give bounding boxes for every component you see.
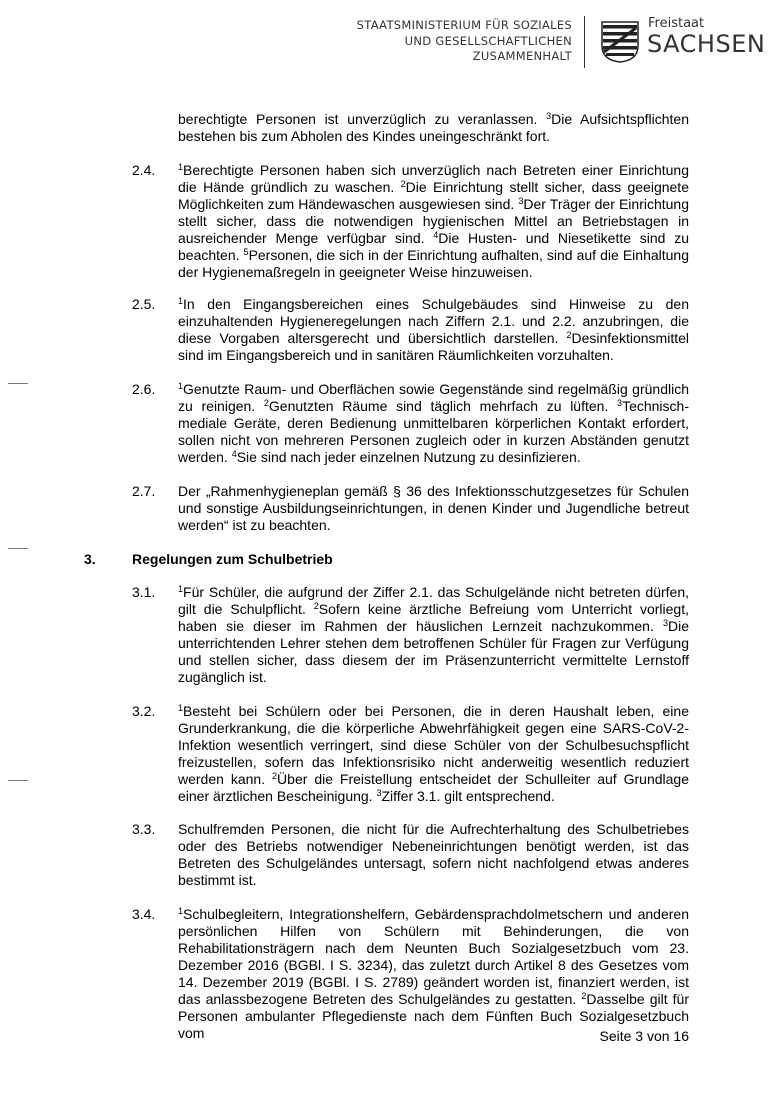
state-label-small: Freistaat bbox=[648, 16, 705, 31]
sentence-number: 4 bbox=[231, 449, 237, 459]
sentence-text: Berechtigte Personen haben sich unverzüglich nach Betreten einer Einrichtung die Hände gründlich zu waschen. bbox=[178, 162, 689, 195]
sentence-number: 2 bbox=[400, 179, 406, 189]
paragraph-2-4 bbox=[178, 162, 689, 281]
paragraph-number: 3.1. bbox=[132, 584, 156, 600]
sentence-text: Die Aufsichtspflichten bestehen bis zum Abholen des Kindes uneingeschränkt fort. bbox=[178, 111, 689, 144]
sentence-text: Personen, die sich in der Einrichtung aufhalten, sind auf die Einhaltung der Hygienemaßregeln in geeigneter Weise hinzuweisen. bbox=[178, 247, 689, 280]
sentence-number: 2 bbox=[313, 601, 319, 611]
sentence-text: Dasselbe gilt für Personen ambulanter Pflegedienste nach dem Fünften Buch Sozialgesetzbuch vom bbox=[178, 991, 689, 1041]
sentence-number: 2 bbox=[581, 991, 587, 1001]
sentence-number: 3 bbox=[376, 788, 382, 798]
section-title: Regelungen zum Schulbetrieb bbox=[132, 551, 333, 567]
sentence-text: Die unterrichtenden Lehrer stehen dem betroffenen Schüler für Fragen zur Verfügung und stellen sicher, dass diesem der im Präsenzunterricht vermittelte Lernstoff zugänglich ist. bbox=[178, 618, 689, 685]
sentence-text: Die Husten- und Niesetikette sind zu beachten. bbox=[178, 230, 690, 263]
sentence-text: Besteht bei Schülern oder bei Personen, die in deren Haushalt leben, eine Grunderkrankung, die die körperliche Abwehrfähigkeit gegen eine SARS-CoV-2-Infektion wesentlich verringert, sind diese Schüler von der Schulbesuchspflicht freizustellen, sofern das Infektionsrisiko nicht anderweitig wesentlich reduziert werden kann. bbox=[178, 703, 689, 787]
sentence-number: 3 bbox=[546, 111, 552, 121]
sentence-number: 2 bbox=[272, 771, 278, 781]
sentence-text: In den Eingangsbereichen eines Schulgebäudes sind Hinweise zu den einzuhaltenden Hygieneregelungen nach Ziffern 2.1. und 2.2. anzubringen, die diese Vorgaben altersgerecht und übersichtlich darstellen. bbox=[178, 296, 689, 346]
paragraph-number: 2.4. bbox=[132, 162, 156, 178]
sentence-number: 1 bbox=[178, 703, 184, 713]
sentence-text: Ziffer 3.1. gilt entsprechend. bbox=[381, 788, 555, 804]
ministry-line-1: STAATSMINISTERIUM FÜR SOZIALES bbox=[356, 18, 572, 32]
sentence-number: 1 bbox=[178, 162, 184, 172]
saxony-crest-icon bbox=[600, 20, 640, 64]
paragraph-number: 2.6. bbox=[132, 381, 156, 397]
page-number: Seite 3 von 16 bbox=[599, 1028, 689, 1044]
sentence-number: 1 bbox=[178, 584, 184, 594]
sentence-number: 2 bbox=[566, 330, 572, 340]
sentence-text: Technisch-mediale Geräte, deren Bedienung unmittelbaren körperlichen Kontakt erfordert, sollen nicht von mehreren Personen zugleich oder in kurzen Abständen genutzt werden. bbox=[178, 398, 689, 465]
paragraph-2-6 bbox=[178, 381, 689, 466]
sentence-text: Schulfremden Personen, die nicht für die Aufrechterhaltung des Schulbetriebes oder des Betriebs notwendiger Nebeneinrichtungen benötigt werden, ist das Betreten des Schulgeländes untersagt, sofern nicht nachfolgend etwas anderes bestimmt ist. bbox=[178, 821, 689, 888]
paragraph-number: 3.4. bbox=[132, 906, 156, 922]
sentence-number: 1 bbox=[178, 381, 184, 391]
sentence-number: 1 bbox=[178, 906, 184, 916]
sentence-text: Der Träger der Einrichtung stellt sicher, dass die notwendigen hygienischen Mittel an Betriebstagen in ausreichender Menge verfügbar sind. bbox=[178, 196, 689, 246]
sentence-number: 3 bbox=[662, 618, 668, 628]
paragraph-3-3 bbox=[178, 821, 689, 889]
paragraph-number: 3.2. bbox=[132, 703, 156, 719]
ministry-name bbox=[272, 18, 572, 65]
paragraph-number: 2.5. bbox=[132, 296, 156, 312]
fold-mark bbox=[8, 383, 28, 384]
sentence-number: 3 bbox=[518, 196, 524, 206]
paragraph-2-7 bbox=[178, 483, 689, 534]
fold-mark bbox=[8, 548, 28, 549]
ministry-line-2: UND GESELLSCHAFTLICHEN bbox=[404, 33, 572, 48]
sentence-text: Für Schüler, die aufgrund der Ziffer 2.1. das Schulgelände nicht betreten dürfen, gilt die Schulpflicht. bbox=[178, 584, 689, 617]
sentence-text: Schulbegleitern, Integrationshelfern, Gebärdensprachdolmetschern und anderen persönlichen Hilfen von Schülern mit Behinderungen, die von Rehabilitationsträgern nach dem Neunten Buch Sozialgesetzbuch vom 23. Dezember 2016 (BGBl. I S. 3234), das zuletzt durch Artikel 8 des Gesetzes vom 14. Dezember 2019 (BGBl. I S. 2789) geändert worden ist, finanziert werden, ist das anlassbezogene Betreten des Schulgeländes zu gestatten. bbox=[178, 906, 689, 1007]
sentence-number: 4 bbox=[433, 230, 439, 240]
sentence-text: berechtigte Personen ist unverzüglich zu veranlassen. bbox=[178, 111, 547, 127]
sentence-number: 5 bbox=[243, 247, 249, 257]
paragraph-2-5 bbox=[178, 296, 689, 364]
ministry-line-3: ZUSAMMENHALT bbox=[472, 49, 572, 63]
paragraph-number: 2.7. bbox=[132, 483, 156, 499]
fold-mark bbox=[8, 780, 28, 781]
sentence-text: Sofern keine ärztliche Befreiung vom Unterricht vorliegt, haben sie dieser im Rahmen der häuslichen Lernzeit nachzukommen. bbox=[178, 601, 689, 634]
sentence-text: Desinfektionsmittel sind im Eingangsbereich und in sanitären Räumlichkeiten vorzuhalten. bbox=[178, 330, 689, 363]
paragraph-3-2 bbox=[178, 703, 689, 805]
section-number: 3. bbox=[84, 551, 96, 567]
sentence-number: 3 bbox=[617, 398, 623, 408]
sentence-number: 2 bbox=[263, 398, 269, 408]
sentence-text: Genutzte Raum- und Oberflächen sowie Gegenstände sind regelmäßig gründlich zu reinigen. bbox=[178, 381, 689, 414]
paragraph-number: 3.3. bbox=[132, 821, 156, 837]
sentence-text: Die Einrichtung stellt sicher, dass geeignete Möglichkeiten zum Händewaschen ausgewiesen sind. bbox=[178, 179, 689, 212]
sentence-text: Der „Rahmenhygieneplan gemäß § 36 des Infektionsschutzgesetzes für Schulen und sonstige Ausbildungseinrichtungen, in denen Kinder und Jugendliche betreut werden“ ist zu beachten. bbox=[178, 483, 689, 533]
paragraph-3-1 bbox=[178, 584, 689, 686]
state-label-large: SACHSEN bbox=[647, 30, 766, 58]
paragraph-3-4 bbox=[178, 906, 689, 1042]
sentence-text: Über die Freistellung entscheidet der Schulleiter auf Grundlage einer ärztlichen Bescheinigung. bbox=[178, 771, 689, 804]
paragraph-continuation bbox=[178, 111, 689, 145]
sentence-text: Sie sind nach jeder einzelnen Nutzung zu desinfizieren. bbox=[236, 449, 581, 465]
sentence-text: Genutzten Räume sind täglich mehrfach zu lüften. bbox=[268, 398, 618, 414]
header-divider bbox=[584, 16, 585, 68]
sentence-number: 1 bbox=[178, 296, 184, 306]
